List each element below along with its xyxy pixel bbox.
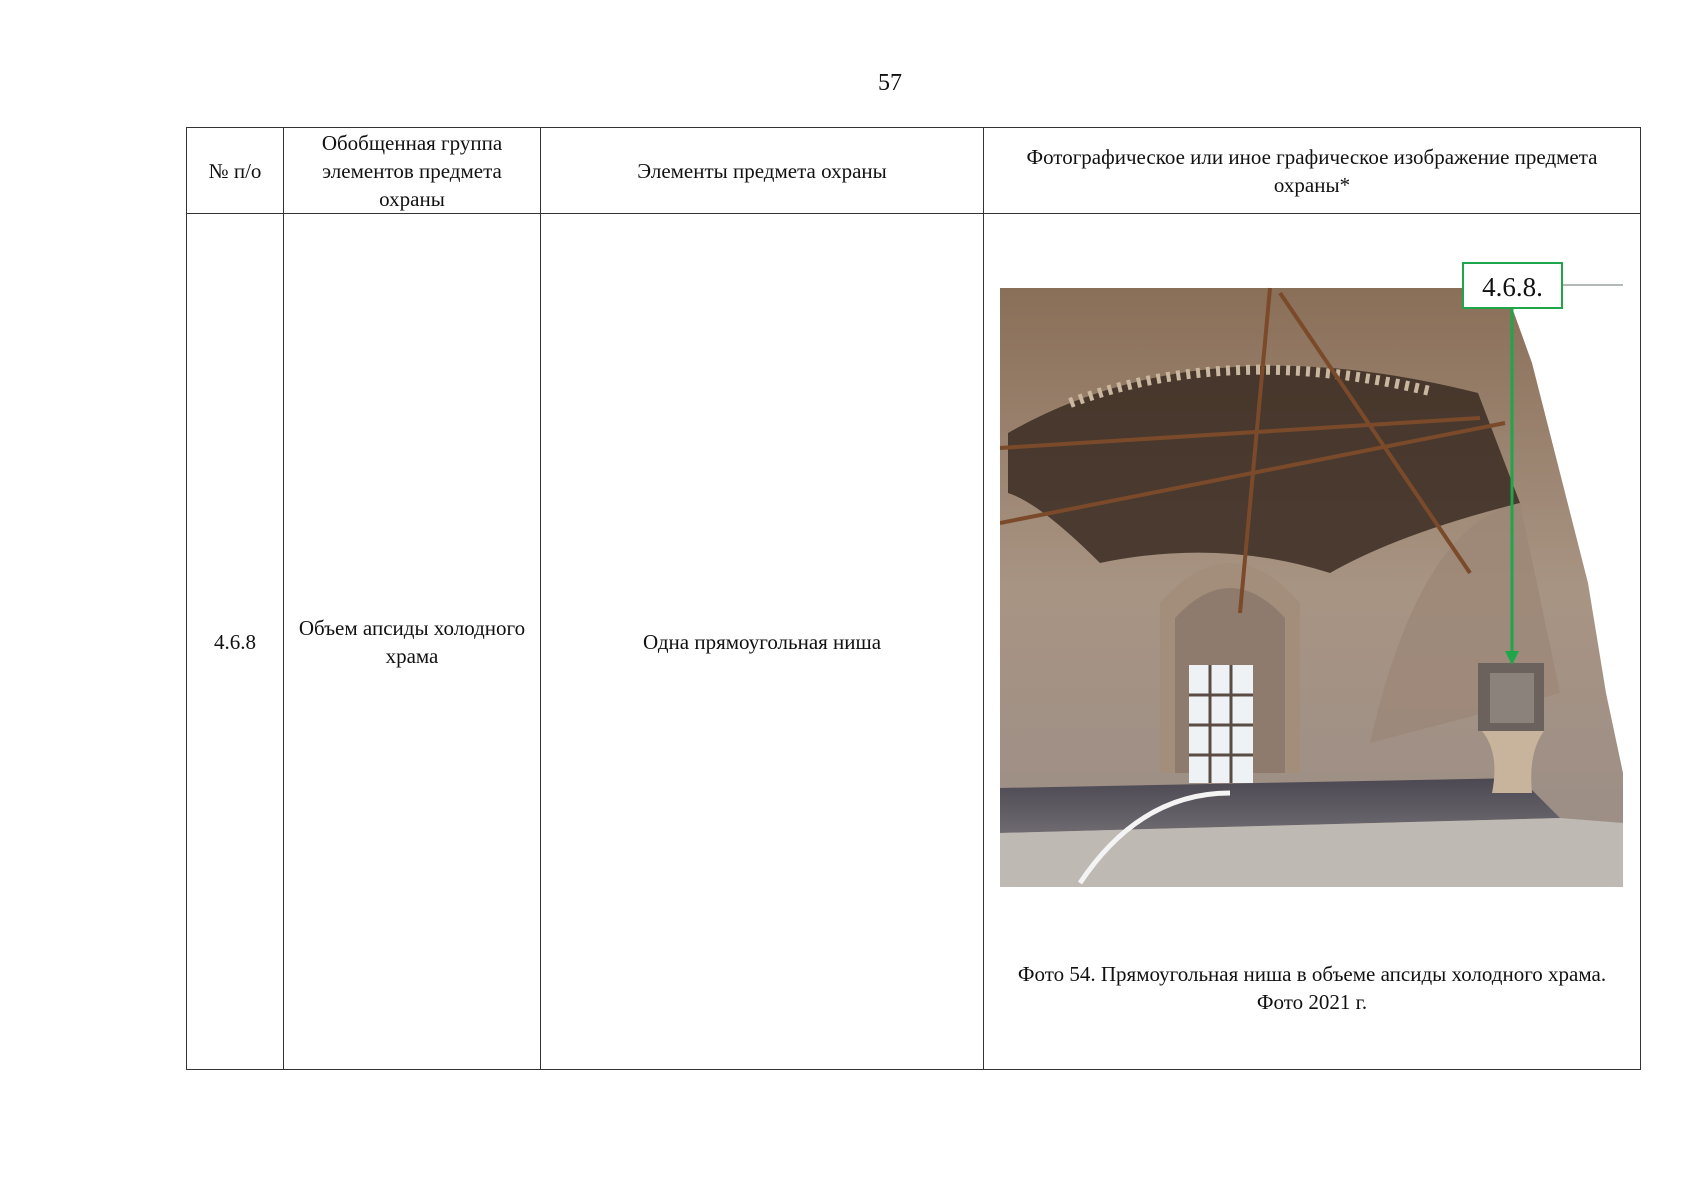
photo-cell: [984, 214, 1641, 1070]
table-row: [187, 214, 1641, 1070]
header-number: № п/о: [187, 128, 284, 214]
header-elements: Элементы предмета охраны: [541, 128, 984, 214]
apse-photo-image: [1000, 273, 1623, 897]
row-element: Одна прямоугольная ниша: [541, 214, 984, 1070]
header-group: Обобщенная группа элементов предмета охраны: [284, 128, 541, 214]
protection-elements-table: [186, 127, 1641, 1070]
figure-callout-label: 4.6.8.: [1462, 262, 1563, 309]
table-header-row: [187, 128, 1641, 214]
figure-caption-line1: Фото 54. Прямоугольная ниша в объеме апсиды холодного храма.: [1017, 962, 1607, 986]
row-group: Объем апсиды холодного храма: [284, 214, 541, 1070]
row-number: 4.6.8: [187, 214, 284, 1070]
figure-caption: [984, 960, 1640, 1016]
figure-caption-line2: Фото 2021 г.: [1256, 990, 1368, 1014]
page-number: 57: [878, 70, 902, 96]
header-image: Фотографическое или иное графическое изображение предмета охраны*: [984, 128, 1641, 214]
apse-photo: [1000, 273, 1623, 897]
